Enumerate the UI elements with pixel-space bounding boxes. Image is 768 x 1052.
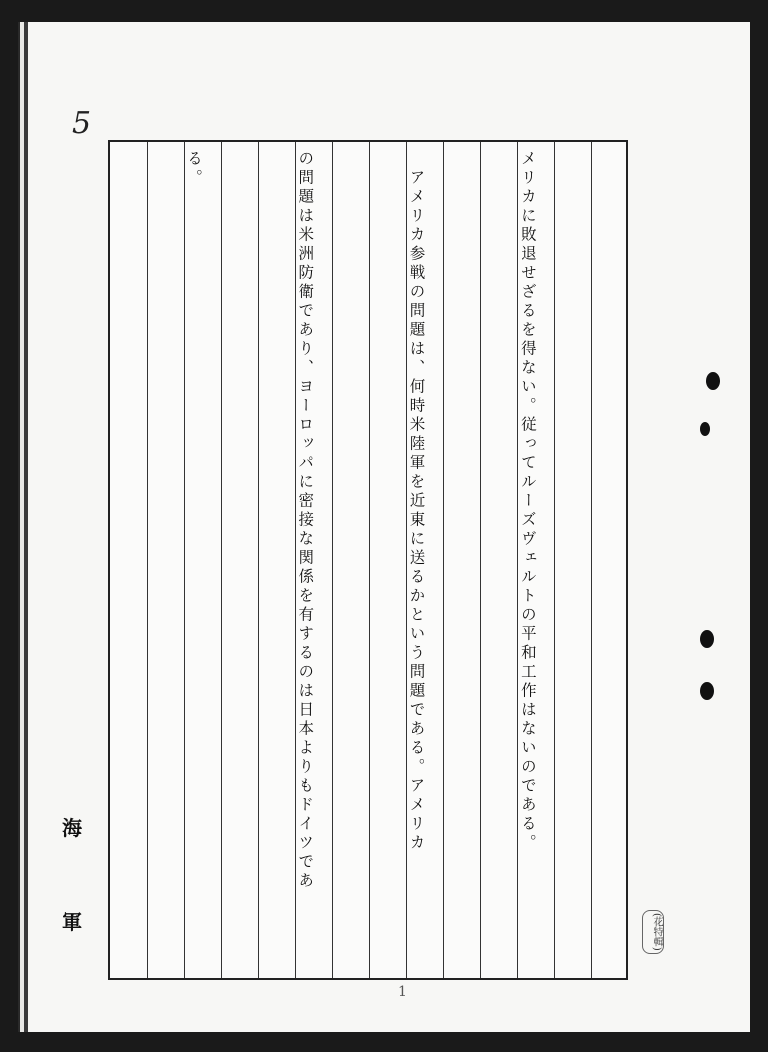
binding-hole	[700, 682, 714, 700]
footer-mark: 1	[398, 984, 407, 1000]
binding-hole	[700, 422, 710, 436]
manuscript-text	[116, 150, 620, 972]
binding-hole	[700, 630, 714, 648]
manuscript-grid	[108, 140, 628, 980]
manuscript-stamp: (花特輯)	[642, 910, 664, 954]
page-number: 5	[72, 106, 92, 141]
manuscript-line: アメリカ参戦の問題は、何時米陸軍を近東に送るかという問題である。アメリカ	[407, 150, 426, 853]
manuscript-line: メリカに敗退せざるを得ない。従ってルーズヴェルトの平和工作はないのである。	[518, 150, 537, 853]
side-character-gun: 軍	[62, 910, 82, 934]
manuscript-line: る。	[184, 150, 203, 188]
manuscript-line: の問題は米洲防衛であり、ヨーロッパに密接な関係を有するのは日本よりもドイツであ	[296, 150, 315, 891]
side-character-kai: 海	[62, 816, 82, 840]
binding-hole	[706, 372, 720, 390]
document-sheet	[28, 22, 750, 1032]
